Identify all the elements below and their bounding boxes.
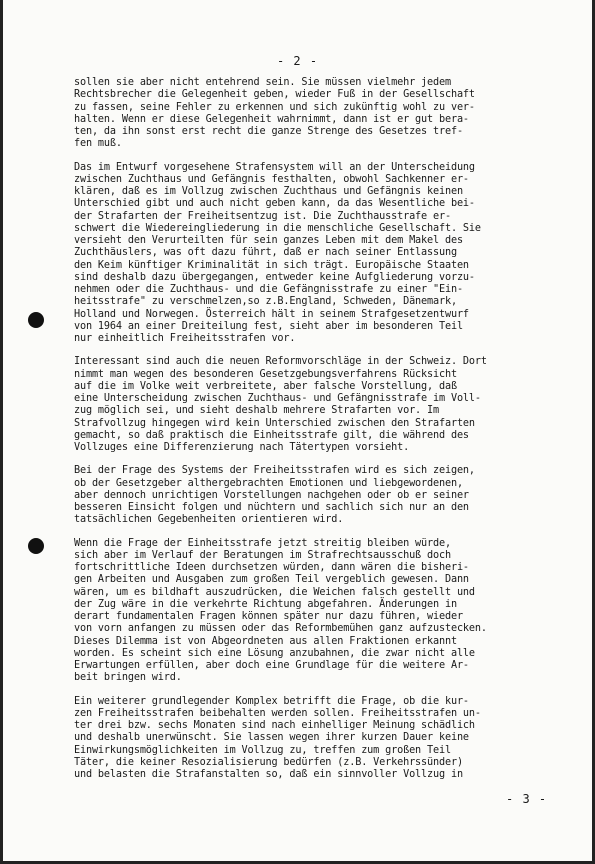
paragraph-6 — [74, 696, 540, 782]
text-line: Bei der Frage des Systems der Freiheitsstrafen wird es sich zeigen, — [74, 465, 475, 477]
text-line: fen muß. — [74, 138, 122, 150]
text-line: gen Arbeiten und Ausgaben zum großen Teil vergeblich gewesen. Dann — [74, 574, 469, 586]
text-line: zen Freiheitsstrafen beibehalten werden sollen. Freiheitsstrafen un- — [74, 707, 481, 719]
text-line: fortschrittliche Ideen durchsetzen würden, dann wären die bisheri- — [74, 562, 469, 573]
text-line: schwert die Wiedereingliederung in die menschliche Gesellschaft. Sie — [74, 222, 481, 234]
text-line: und deshalb unerwünscht. Sie lassen wegen ihrer kurzen Dauer keine — [74, 732, 469, 744]
text-line: ob der Gesetzgeber althergebrachten Emotionen und liebgewordenen, — [74, 477, 463, 489]
text-line: sich aber im Verlauf der Beratungen im Strafrechtsausschuß doch — [74, 549, 451, 561]
text-line: ter drei bzw. sechs Monaten sind nach einhelliger Meinung schädlich — [74, 720, 475, 731]
text-line: nur einheitlich Freiheitsstrafen vor. — [74, 333, 296, 344]
text-line: zu fassen, seine Fehler zu erkennen und sich zukünftig wohl zu ver- — [74, 101, 475, 113]
text-line: zwischen Zuchthaus und Gefängnis festhalten, obwohl Sachkenner er- — [74, 173, 469, 185]
text-line: worden. Es scheint sich eine Lösung anzubahnen, die zwar nicht alle — [74, 647, 475, 659]
text-line: der Strafarten der Freiheitsentzug ist. Die Zuchthausstrafe er- — [74, 210, 451, 222]
text-line: Holland und Norwegen. Österreich hält in seinem Strafgesetzentwurf — [74, 308, 469, 320]
text-line: klären, daß es im Vollzug zwischen Zuchthaus und Gefängnis keinen — [74, 186, 463, 197]
paragraph-1 — [74, 77, 540, 151]
text-line: nimmt man wegen des besonderen Gesetzgebungsverfahrens Rücksicht — [74, 368, 457, 380]
punch-hole — [28, 312, 44, 328]
text-line: Erwartungen erfüllen, aber doch eine Grundlage für die weitere Ar- — [74, 660, 469, 671]
text-line: sollen sie aber nicht entehrend sein. Sie müssen vielmehr jedem — [74, 77, 451, 88]
text-line: gemacht, so daß praktisch die Einheitsstrafe gilt, die während des — [74, 429, 469, 441]
page-number-top: - 2 - — [276, 54, 319, 68]
text-line: und belasten die Strafanstalten so, daß ein sinnvoller Vollzug in — [74, 769, 463, 780]
text-line: beit bringen wird. — [74, 672, 182, 684]
text-line: Einwirkungsmöglichkeiten im Vollzug zu, treffen zum großen Teil — [74, 744, 451, 756]
text-line: Vollzuges eine Differenzierung nach Tätertypen vorsieht. — [74, 442, 410, 453]
page-number-bottom: - 3 - — [506, 792, 548, 806]
text-line: Interessant sind auch die neuen Reformvorschläge in der Schweiz. Dort — [74, 356, 487, 368]
text-line: Täter, die keiner Resozialisierung bedürfen (z.B. Verkehrssünder) — [74, 756, 463, 768]
text-line: heitsstrafe" zu verschmelzen,so z.B.England, Schweden, Dänemark, — [74, 296, 457, 308]
text-line: zug möglich sei, und sieht deshalb mehrere Strafarten vor. Im — [74, 405, 439, 417]
text-line: Strafvollzug hingegen wird kein Unterschied zwischen den Strafarten — [74, 417, 475, 429]
document-body — [74, 77, 540, 792]
text-line: Zuchthäuslers, was oft dazu führt, daß er nach seiner Entlassung — [74, 247, 457, 259]
text-line: den Keim künftiger Kriminalität in sich trägt. Europäische Staaten — [74, 259, 469, 271]
paragraph-5 — [74, 538, 540, 685]
text-line: Dieses Dilemma ist von Abgeordneten aus allen Fraktionen erkannt — [74, 635, 457, 647]
text-line: besseren Einsicht folgen und nüchtern und sachlich sich nur an den — [74, 502, 469, 513]
text-line: eine Unterscheidung zwischen Zuchthaus- und Gefängnisstrafe im Voll- — [74, 393, 481, 404]
text-line: Ein weiterer grundlegender Komplex betrifft die Frage, ob die kur- — [74, 695, 469, 707]
text-line: versieht den Verurteilten für sein ganzes Leben mit dem Makel des — [74, 235, 463, 246]
paragraph-3 — [74, 356, 540, 454]
text-line: aber dennoch unrichtigen Vorstellungen nachgehen oder ob er seiner — [74, 489, 469, 501]
paragraph-2 — [74, 162, 540, 346]
text-line: ten, da ihn sonst erst recht die ganze Strenge des Gesetzes tref- — [74, 126, 463, 137]
punch-hole — [28, 538, 44, 554]
text-line: sind deshalb dazu übergegangen, entweder keine Aufgliederung vorzu- — [74, 271, 475, 283]
text-line: nehmen oder die Zuchthaus- und die Gefängnisstrafe zu einer "Ein- — [74, 284, 463, 295]
text-line: tatsächlichen Gegebenheiten orientieren wird. — [74, 514, 344, 526]
text-line: von vorn anfangen zu müssen oder das Reformbemühen ganz aufzustecken. — [74, 623, 487, 635]
text-line: auf die im Volke weit verbreitete, aber falsche Vorstellung, daß — [74, 380, 457, 392]
text-line: Unterschied gibt und auch nicht geben kann, da das Wesentliche bei- — [74, 198, 475, 210]
text-line: halten. Wenn er diese Gelegenheit wahrnimmt, dann ist er gut bera- — [74, 113, 469, 125]
paragraph-4 — [74, 465, 540, 526]
text-line: Rechtsbrecher die Gelegenheit geben, wieder Fuß in der Gesellschaft — [74, 89, 475, 101]
text-line: wären, um es bildhaft auszudrücken, die Weichen falsch gestellt und — [74, 586, 475, 598]
text-line: Wenn die Frage der Einheitsstrafe jetzt streitig bleiben würde, — [74, 537, 451, 549]
text-line: Das im Entwurf vorgesehene Strafensystem will an der Unterscheidung — [74, 161, 475, 173]
text-line: der Zug wäre in die verkehrte Richtung abgefahren. Änderungen in — [74, 598, 457, 610]
text-line: von 1964 an einer Dreiteilung fest, sieht aber im besonderen Teil — [74, 320, 463, 332]
text-line: derart fundamentalen Fragen können später nur dazu führen, wieder — [74, 611, 463, 622]
